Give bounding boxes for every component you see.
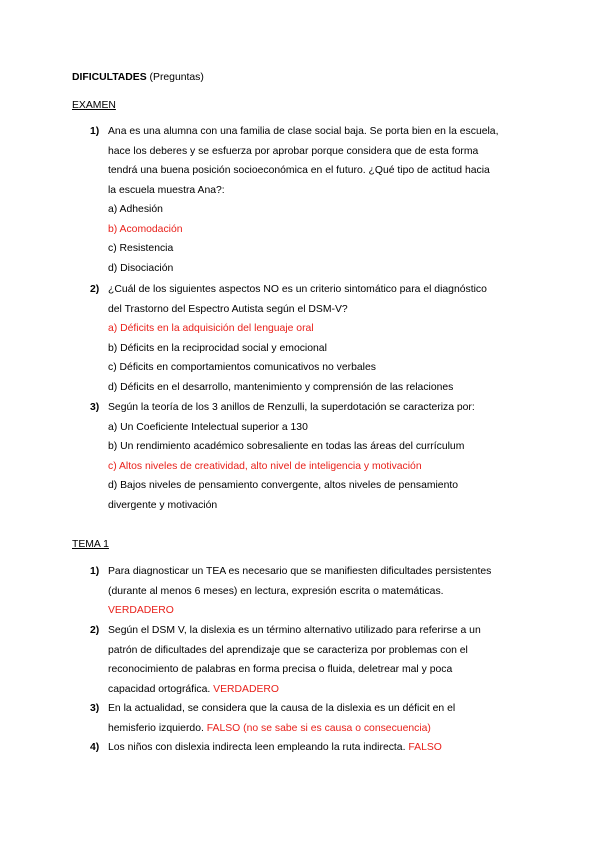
option-b: b) Déficits en la reciprocidad social y emocional (108, 342, 327, 354)
tema1-statement-1 (90, 566, 530, 621)
statement-text: hemisferio izquierdo. (108, 722, 204, 734)
exam-question-1 (90, 126, 530, 278)
question-text-line: Según la teoría de los 3 anillos de Renzulli, la superdotación se caracteriza por: (108, 402, 475, 413)
statement-text-line: patrón de dificultades del aprendizaje que se caracteriza por problemas con el (108, 644, 468, 656)
question-text-line: del Trastorno del Espectro Autista según el DSM-V? (108, 303, 348, 315)
option-c: c) Déficits en comportamientos comunicativos no verbales (108, 362, 376, 373)
question-text-line: tendrá una buena posición socioeconómica en el futuro. ¿Qué tipo de actitud hacia (108, 165, 490, 176)
option-c: c) Resistencia (108, 243, 174, 254)
option-a: a) Un Coeficiente Intelectual superior a 130 (108, 421, 308, 433)
statement-text-line: Según el DSM V, la dislexia es un término alternativo utilizado para referirse a un (108, 625, 481, 636)
option-b: b) Un rendimiento académico sobresaliente en todas las áreas del currículum (108, 441, 465, 452)
statement-text-line: En la actualidad, se considera que la causa de la dislexia es un déficit en el (108, 703, 456, 714)
tema1-statement-4 (90, 742, 530, 758)
statement-number: 3) (90, 703, 100, 714)
section-examen-heading: EXAMEN (72, 100, 116, 111)
statement-text: capacidad ortográfica. (108, 683, 211, 695)
option-b-correct: b) Acomodación (108, 223, 183, 235)
statement-text-line (108, 680, 530, 700)
statement-text-line: Para diagnosticar un TEA es necesario que se manifiesten dificultades persistentes (108, 566, 492, 577)
statement-text: Los niños con dislexia indirecta leen empleando la ruta indirecta. (108, 742, 406, 753)
question-text-line: hace los deberes y se esfuerza por aprobar porque considera que de esta forma (108, 145, 479, 157)
section-tema1-heading: TEMA 1 (72, 539, 109, 550)
option-a-correct: a) Déficits en la adquisición del lenguaje oral (108, 323, 314, 334)
tema1-statement-3 (90, 703, 530, 738)
statement-text-line: (durante al menos 6 meses) en lectura, expresión escrita o matemáticas. (108, 585, 444, 597)
statement-text-line (108, 719, 530, 739)
question-text-line: Ana es una alumna con una familia de clase social baja. Se porta bien en la escuela, (108, 126, 499, 137)
option-d: d) Disociación (108, 262, 174, 274)
question-text-line: la escuela muestra Ana?: (108, 184, 225, 196)
statement-answer: FALSO (408, 742, 442, 753)
exam-question-2 (90, 284, 530, 397)
question-number: 3) (90, 402, 100, 413)
statement-text-line: reconocimiento de palabras en forma precisa o fluida, deletrear mal y poca (108, 664, 453, 675)
statement-answer: VERDADERO (108, 605, 174, 616)
tema1-statement-2 (90, 625, 530, 699)
option-a: a) Adhesión (108, 204, 163, 215)
statement-text-line (108, 738, 530, 758)
question-number: 1) (90, 126, 100, 137)
document-title (72, 72, 204, 83)
title-rest: (Preguntas) (149, 72, 204, 83)
exam-question-3 (90, 402, 530, 515)
question-number: 2) (90, 284, 100, 295)
option-d: d) Déficits en el desarrollo, mantenimiento y comprensión de las relaciones (108, 381, 454, 393)
statement-number: 1) (90, 566, 100, 577)
statement-number: 4) (90, 742, 100, 753)
statement-number: 2) (90, 625, 100, 636)
statement-answer: FALSO (no se sabe si es causa o consecuencia) (206, 722, 431, 734)
option-c-correct: c) Altos niveles de creatividad, alto nivel de inteligencia y motivación (108, 460, 422, 472)
question-text-line: ¿Cuál de los siguientes aspectos NO es un criterio sintomático para el diagnóstico (108, 284, 487, 295)
statement-answer: VERDADERO (213, 683, 279, 695)
title-bold: DIFICULTADES (72, 72, 147, 83)
option-d-continued: divergente y motivación (108, 499, 218, 511)
option-d: d) Bajos niveles de pensamiento convergente, altos niveles de pensamiento (108, 480, 459, 491)
